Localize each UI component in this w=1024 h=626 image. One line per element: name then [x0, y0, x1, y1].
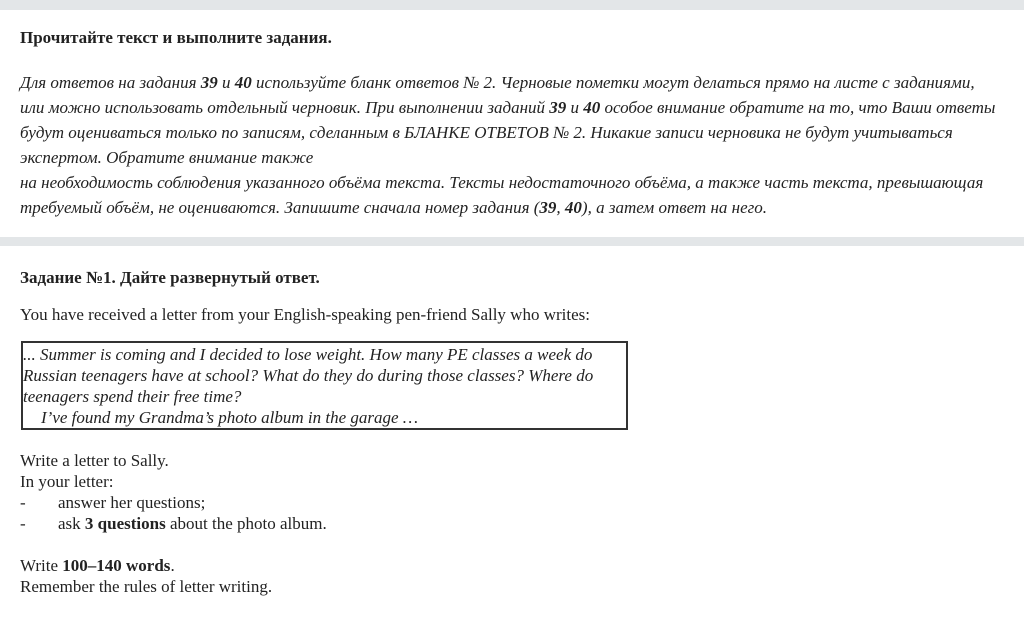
task-block — [0, 246, 1024, 597]
instr-seg: и — [566, 98, 584, 117]
instr-seg: особое внимание обратите на то, что Ваши ответы будут оцениваться только по записям, сделанным в БЛАНКЕ ОТВЕТОВ № 2. Никакие записи черновика не будут учитываться экспертом. Обратите внимание также — [20, 98, 996, 167]
bullet-text-part: about the photo album. — [165, 514, 327, 533]
word-count-line — [20, 555, 1002, 576]
bullet-text — [58, 513, 327, 534]
bullet-text: answer her questions; — [58, 493, 206, 512]
letter-excerpt-line: ... Summer is coming and I decided to lose weight. How many PE classes a week do Russian teenagers have at school? What do they do during those classes? Where do teenagers spend their free time? — [23, 345, 594, 406]
instr-seg: ), а затем ответ на него. — [581, 198, 767, 217]
word-count-text: Write — [20, 556, 63, 575]
letter-excerpt-line: I’ve found my Grandma’s photo album in the garage … — [41, 408, 418, 427]
instructions-block — [0, 10, 1024, 237]
letter-excerpt-box — [21, 341, 628, 430]
bullet-item — [20, 513, 1002, 534]
bullet-item — [20, 492, 1002, 513]
task-title: Задание №1. Дайте развернутый ответ. — [20, 268, 320, 287]
spacer — [20, 534, 1002, 555]
word-count-text: . — [170, 556, 175, 575]
bullet-text-part: ask — [58, 514, 85, 533]
instr-seg: Для ответов на задания — [20, 73, 201, 92]
bullet-emphasis: 3 questions — [84, 514, 166, 533]
instr-seg: используйте бланк ответов № 2. Черновые пометки могут делаться прямо на листе с заданиями, или можно использовать отдельный черновик. При выполнении заданий — [20, 73, 975, 117]
instructions-text — [20, 70, 1002, 220]
write-letter-line: Write a letter to Sally. — [20, 451, 169, 470]
in-your-letter-line: In your letter: — [20, 472, 114, 491]
task-number: 39 — [539, 198, 557, 217]
bullet-dash: - — [20, 493, 26, 512]
task-number: 39 — [549, 98, 567, 117]
instructions-paragraph-2 — [20, 170, 1002, 220]
remember-line: Remember the rules of letter writing. — [20, 577, 273, 596]
instr-seg: , — [556, 198, 565, 217]
task-number: 40 — [583, 98, 601, 117]
instructions-paragraph-1 — [20, 70, 1002, 170]
task-instructions — [20, 450, 1002, 597]
bullet-dash: - — [20, 514, 26, 533]
task-intro: You have received a letter from your English-speaking pen-friend Sally who writes: — [20, 305, 590, 324]
instr-seg: и — [217, 73, 235, 92]
instructions-title: Прочитайте текст и выполните задания. — [20, 28, 332, 47]
task-number: 40 — [234, 73, 252, 92]
word-count-emphasis: 100–140 words — [62, 556, 171, 575]
task-number: 40 — [564, 198, 582, 217]
instr-seg: на необходимость соблюдения указанного объёма текста. Тексты недостаточного объёма, а также часть текста, превышающая требуемый объём, не оцениваются. Запишите сначала номер задания ( — [20, 173, 984, 217]
top-divider — [0, 0, 1024, 10]
section-divider — [0, 237, 1024, 246]
task-number: 39 — [200, 73, 218, 92]
